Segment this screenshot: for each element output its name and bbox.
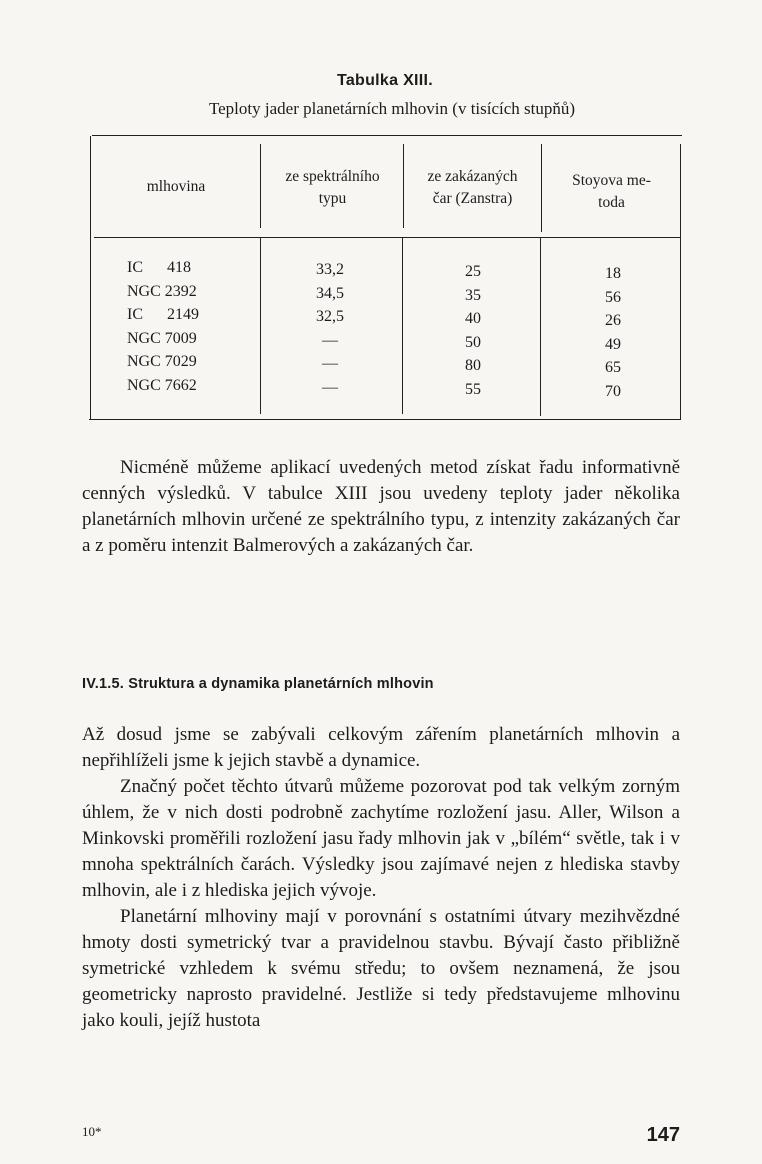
table-right-border <box>680 144 681 420</box>
section-body <box>82 722 680 1034</box>
table-cell: — <box>322 378 338 396</box>
table-cell: IC 2149 <box>127 306 199 324</box>
table-cell: NGC 7029 <box>127 353 197 371</box>
table-cell: 26 <box>605 312 621 330</box>
table-top-rule <box>92 135 682 136</box>
table-cell: NGC 7009 <box>127 329 197 347</box>
table-cell: 80 <box>465 357 481 375</box>
table-cell: 70 <box>605 382 621 400</box>
paragraph: Značný počet těchto útvarů můžeme pozorovat pod tak velkým zorným úhlem, že v nich dosti podrobně zachytíme rozložení jasu. Aller, Wilson a Minkovski proměřili rozložení jasu řady mlhovin jak v „bílém“ světle, tak i v mnoha spektrálních čarách. Výsledky jsou zajímavé nejen z hlediska stavby mlhovin, ale i z hlediska jejich vývoje. <box>82 776 680 901</box>
table-cell: NGC 2392 <box>127 282 197 300</box>
table-cell: 55 <box>465 380 481 398</box>
header-stoy-method: Stoyova me- toda <box>572 172 651 211</box>
table-bottom-rule <box>89 419 681 420</box>
column-nebula-names <box>127 256 199 398</box>
table-cell: NGC 7662 <box>127 376 197 394</box>
column-zanstra-values <box>448 260 498 402</box>
table-cell: — <box>322 355 338 373</box>
signature-mark: 10* <box>82 1124 102 1139</box>
table-caption: Teploty jader planetárních mlhovin (v tisících stupňů) <box>208 99 576 118</box>
paragraph-intro: Nicméně můžeme aplikací uvedených metod získat řadu informativně cenných výsledků. V tabulce XIII jsou uvedeny teploty jader několika planetárních mlhovin určené ze spektrálního typu, z intenzity zakázaných čar a z poměru intenzit Balmerových a zakázaných čar. <box>82 457 680 556</box>
table-header-rule <box>94 237 680 238</box>
paragraph: Až dosud jsme se zabývali celkovým zářením planetárních mlhovin a nepřihlíželi jsme k jejich stavbě a dynamice. <box>82 724 680 771</box>
table-col-divider-2b <box>402 238 403 414</box>
table-cell: 32,5 <box>316 308 344 326</box>
table-cell: 40 <box>465 310 481 328</box>
table-cell: 56 <box>605 288 621 306</box>
header-nebula: mlhovina <box>146 178 206 195</box>
header-spectral-type: ze spektrálního typu <box>285 168 380 207</box>
table-cell: 49 <box>605 335 621 353</box>
column-spectral-values <box>300 258 360 400</box>
table-cell: 33,2 <box>316 261 344 278</box>
table-cell: 18 <box>605 265 621 282</box>
table-cell: 65 <box>605 359 621 377</box>
table-cell: IC 418 <box>127 259 191 276</box>
paragraph: Planetární mlhoviny mají v porovnání s ostatními útvary mezihvězdné hmoty dosti symetrický tvar a pravidelnou stavbu. Bývají často přibližně symetrické vzhledem k svému středu; to ovšem neznamená, že jsou geometricky naprosto pravidelné. Jestliže si tedy představujeme mlhovinu jako kouli, jejíž hustota <box>82 906 680 1031</box>
table-cell: 50 <box>465 333 481 351</box>
table-title: Tabulka XIII. <box>336 72 434 89</box>
section-heading: IV.1.5. Struktura a dynamika planetárních mlhovin <box>82 676 434 692</box>
table-col-divider-1b <box>260 238 261 414</box>
table-col-divider-3b <box>540 238 541 416</box>
table-cell: 34,5 <box>316 284 344 302</box>
page-number: 147 <box>646 1124 680 1146</box>
header-forbidden-lines: ze zakázaných čar (Zanstra) <box>427 168 518 207</box>
column-stoy-values <box>588 262 638 404</box>
table-cell: — <box>322 331 338 349</box>
table-cell: 25 <box>465 263 481 280</box>
table-cell: 35 <box>465 286 481 304</box>
